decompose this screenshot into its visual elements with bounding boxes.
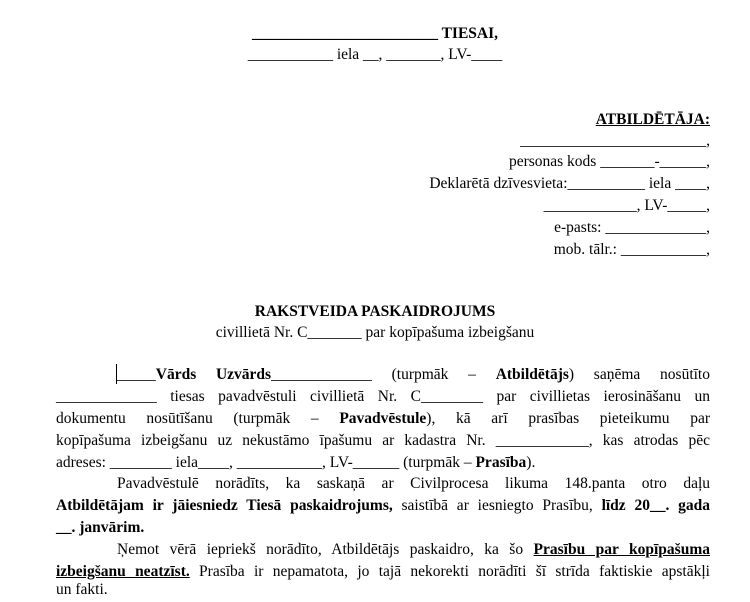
document-title: RAKSTVEIDA PASKAIDROJUMS (254, 303, 496, 320)
paragraph1-line5: adreses: ________ iela____, ___________, LV-______ (turpmāk – Prasība). (56, 454, 536, 471)
document-subtitle: civillietā Nr. C_______ par kopīpašuma izbeigšanu (215, 324, 535, 341)
paragraph1-line4: kopīpašuma izbeigšanu uz nekustāmo īpašumu ar kadastra Nr. ____________, kas atrodas pēc (56, 432, 710, 449)
defendant-email: e-pasts: _____________, (554, 219, 710, 236)
court-name-line: ________________________ TIESAI, (251, 25, 499, 42)
defendant-city-line: ____________, LV-_____, (543, 197, 710, 214)
paragraph2-line3: __. janvārim. (56, 519, 145, 536)
defendant-declared-address: Deklarētā dzīvesvieta:__________ iela ____, (429, 175, 710, 192)
defendant-phone: mob. tālr.: ___________, (553, 241, 710, 258)
paragraph3-line2: izbeigšanu neatzīst. Prasība ir nepamatota, jo tajā nekorekti norādīti šī strīda faktiskie apstākļi (56, 563, 710, 580)
defendant-heading: ATBILDĒTĀJA: (595, 111, 710, 128)
paragraph3-line3: un fakti. (56, 581, 108, 598)
court-address-line: ___________ iela __, _______, LV-____ (247, 46, 503, 63)
paragraph2-line2: Atbildētājam ir jāiesniedz Tiesā paskaidrojums, saistībā ar iesniegto Prasību, līdz 20__. gada (56, 497, 711, 514)
paragraph1-line2: _____________ tiesas pavadvēstuli civillietā Nr. C________ par civillietas ierosināšanu un (56, 388, 710, 405)
paragraph1-line1: _____Vārds Uzvārds_____________ (turpmāk – Atbildētājs) saņēma nosūtīto (117, 366, 710, 383)
defendant-name-line: ________________________, (520, 132, 710, 149)
paragraph2-line1: Pavadvēstulē norādīts, ka saskaņā ar Civilprocesa likuma 148.panta otro daļu (117, 475, 710, 492)
defendant-personal-code: personas kods _______-______, (508, 153, 710, 170)
paragraph3-line1: Ņemot vērā iepriekš norādīto, Atbildētājs paskaidro, ka šo Prasību par kopīpašuma (117, 541, 710, 558)
paragraph1-line3: dokumentu nosūtīšanu (turpmāk – Pavadvēstule), kā arī prasības pieteikumu par (56, 410, 710, 427)
